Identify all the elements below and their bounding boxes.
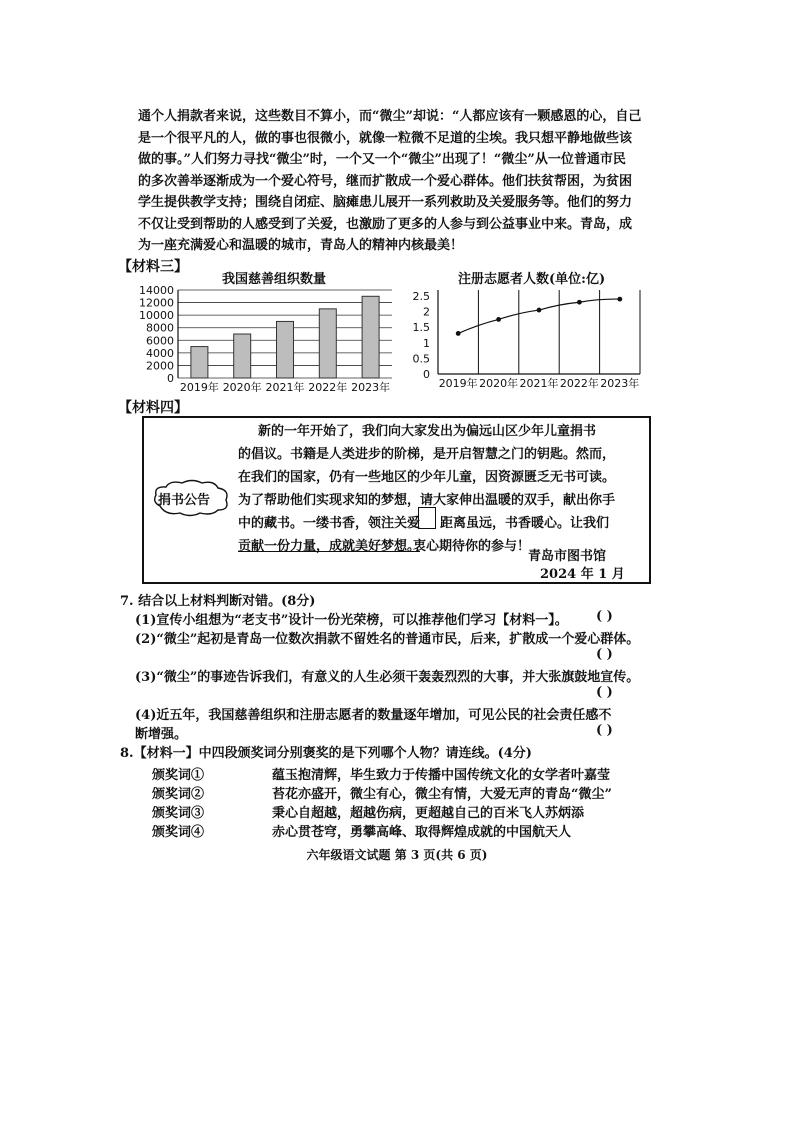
bar-y-tick: 14000	[139, 284, 174, 297]
line-point	[496, 317, 501, 322]
bar	[277, 321, 294, 378]
answer-paren[interactable]: ( )	[596, 609, 613, 624]
bar-y-tick: 2000	[146, 359, 174, 373]
q7-item: (3)“微尘”的事迹告诉我们，有意义的人生必须干轰轰烈烈的大事，并大张旗鼓地宣传。	[135, 670, 640, 685]
bar-y-tick: 8000	[146, 321, 174, 335]
line-chart	[410, 284, 645, 392]
q8-title: 8.【材料一】中四段颁奖词分别褒奖的是下列哪个人物？请连线。(4分)	[120, 746, 532, 761]
q7-item: (1)宣传小组想为“老支书”设计一份光荣榜，可以推荐他们学习【材料一】。	[135, 613, 568, 628]
line-point	[617, 297, 622, 302]
q7-item: (2)“微尘”起初是青岛一位数次捐款不留姓名的普通市民，后来，扩散成一个爱心群体。	[135, 632, 640, 647]
intro-paragraph	[138, 106, 658, 257]
bar-chart-title: 我国慈善组织数量	[222, 272, 327, 287]
answer-paren[interactable]: ( )	[596, 647, 613, 662]
intro-line: 的多次善举逐渐成为一个爱心符号，继而扩散成一个爱心群体。他们扶贫帮困，为贫困	[138, 173, 633, 189]
line-y-tick: 2.5	[412, 290, 430, 303]
answer-paren[interactable]: ( )	[596, 723, 613, 738]
series-line	[458, 299, 620, 333]
award-label[interactable]: 颁奖词①	[152, 768, 205, 783]
material4-label: 【材料四】	[118, 400, 188, 416]
line-point	[456, 331, 461, 336]
bar-x-tick: 2019年	[179, 381, 219, 392]
award-label[interactable]: 颁奖词④	[152, 825, 205, 840]
award-label[interactable]: 颁奖词②	[152, 787, 205, 802]
page-footer: 六年级语文试题 第 3 页(共 6 页)	[306, 848, 488, 862]
notice-line: 贡献一份力量，成就美好梦想。	[238, 539, 421, 554]
person-option[interactable]: 赤心贯苍穹，勇攀高峰、取得辉煌成就的中国航天人	[272, 825, 572, 840]
intro-line: 是一个很平凡的人，做的事也很微小，就像一粒微不足道的尘埃。我只想平静地做些该	[138, 130, 633, 146]
bar-y-tick: 10000	[139, 309, 174, 323]
q7-item: (4)近五年，我国慈善组织和注册志愿者的数量逐年增加，可见公民的社会责任感不	[135, 708, 612, 723]
notice-line: 衷心期待你的参与！	[413, 539, 531, 554]
person-option[interactable]: 秉心自超越，超越伤病，更超越自己的百米飞人苏炳添	[272, 806, 585, 821]
line-x-tick: 2019年	[438, 377, 478, 390]
notice-signature: 青岛市图书馆	[528, 549, 607, 564]
bar-x-tick: 2022年	[308, 381, 348, 392]
bar-chart	[130, 284, 400, 392]
intro-line: 不仅让受到帮助的人感受到了关爱，也激励了更多的人参与到公益事业中来。青岛，成	[138, 216, 633, 232]
notice-line: 为了帮助他们实现求知的梦想，请大家伸出温暖的双手，献出你手	[238, 493, 616, 508]
notice-line: 距离虽远，书香暖心。让我们	[440, 516, 610, 531]
q7-item: 断增强。	[135, 727, 188, 742]
fill-in-blank[interactable]	[418, 507, 436, 529]
intro-line: 为一座充满爱心和温暖的城市，青岛人的精神内核最美！	[138, 238, 464, 253]
bar-y-tick: 0	[167, 372, 174, 385]
award-label[interactable]: 颁奖词③	[152, 806, 205, 821]
line-y-tick: 1	[423, 336, 430, 350]
bar-x-tick: 2021年	[265, 381, 305, 392]
line-y-tick: 0	[423, 368, 430, 381]
line-y-tick: 2	[423, 305, 430, 319]
person-option[interactable]: 蕴玉抱清辉，毕生致力于传播中国传统文化的女学者叶嘉莹	[272, 768, 611, 783]
line-point	[577, 300, 582, 305]
bar	[191, 347, 208, 378]
bar	[234, 334, 251, 378]
bar-y-tick: 6000	[146, 334, 174, 348]
notice-line: 新的一年开始了，我们向大家发出为偏远山区少年儿童捐书	[258, 424, 597, 439]
bar-y-tick: 4000	[146, 346, 174, 360]
bar-x-tick: 2020年	[222, 381, 262, 392]
notice-line: 中的藏书。一缕书香，领注关爱	[238, 516, 421, 531]
person-option[interactable]: 苔花亦盛开，微尘有心，微尘有情，大爱无声的青岛“微尘”	[272, 787, 612, 802]
q7-title: 7. 结合以上材料判断对错。(8分)	[120, 594, 316, 609]
bar	[319, 309, 336, 378]
line-chart-title: 注册志愿者人数(单位:亿)	[458, 272, 606, 287]
line-x-tick: 2021年	[519, 377, 559, 390]
intro-line: 学生提供教学支持；围绕自闭症、脑瘫患儿展开一系列救助及关爱服务等。他们的努力	[138, 195, 633, 210]
material3-label: 【材料三】	[118, 259, 188, 275]
answer-paren[interactable]: ( )	[596, 685, 613, 700]
line-x-tick: 2020年	[479, 377, 519, 390]
line-y-tick: 1.5	[412, 321, 430, 335]
intro-line: 通个人捐款者来说，这些数目不算小，而“微尘”却说：“人都应该有一颗感恩的心，自己	[138, 109, 642, 124]
line-x-tick: 2023年	[600, 377, 640, 390]
bar-y-tick: 12000	[139, 296, 174, 310]
bar	[362, 296, 379, 378]
line-point	[537, 308, 542, 313]
intro-line: 做的事。”人们努力寻找“微尘”时，一个又一个“微尘”出现了！“微尘”从一位普通市民	[138, 152, 626, 167]
notice-date: 2024 年 1 月	[540, 567, 625, 582]
line-x-tick: 2022年	[559, 377, 599, 390]
notice-line: 的倡议。书籍是人类进步的阶梯，是开启智慧之门的钥匙。然而，	[238, 447, 616, 462]
notice-badge: 捐书公告	[158, 493, 211, 508]
line-y-tick: 0.5	[412, 352, 430, 366]
bar-x-tick: 2023年	[351, 381, 391, 392]
notice-line: 在我们的国家，仍有一些地区的少年儿童，因资源匮乏无书可读。	[238, 470, 616, 485]
